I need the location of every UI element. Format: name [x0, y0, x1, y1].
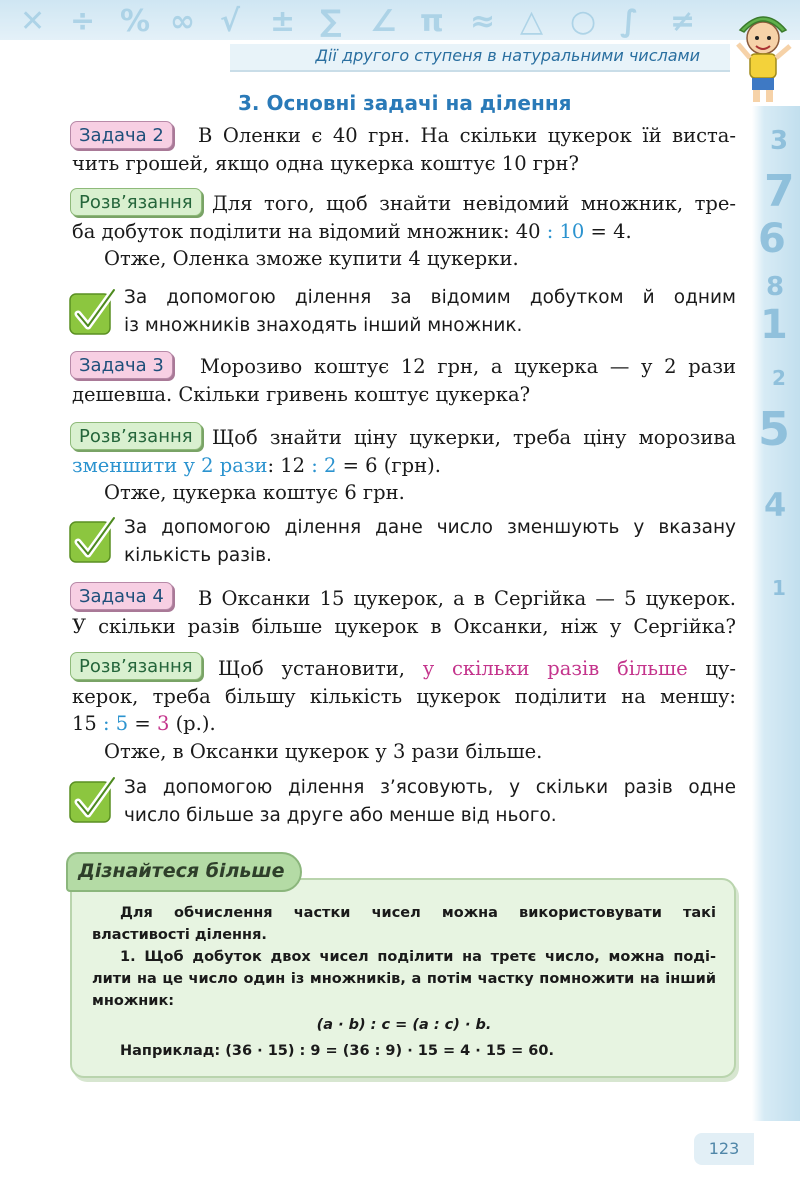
running-header-title: Дії другого ступеня в натуральними числами — [315, 46, 700, 65]
decorative-header-band — [0, 0, 800, 40]
text-line: властивості ділення. — [92, 927, 267, 943]
math-symbol-decoration: ≈ — [470, 4, 496, 39]
text-line: Наприклад: (36 · 15) : 9 = (36 : 9) · 15 = 4 · 15 = 60. — [120, 1043, 554, 1059]
text-line — [72, 218, 736, 246]
text-fragment: = — [128, 712, 157, 735]
digit-decoration: 1 — [760, 302, 788, 348]
text-line: кількість разів. — [124, 544, 272, 566]
checkmark-icon — [68, 514, 118, 566]
digit-decoration: 5 — [758, 402, 791, 456]
text-line: За допомогою ділення дане число зменшують у вказану — [124, 517, 736, 538]
text-fragment: 15 — [72, 712, 104, 735]
digit-decoration: 8 — [766, 272, 785, 302]
math-symbol-decoration: ∫ — [620, 4, 639, 39]
math-symbol-decoration: ≠ — [670, 4, 696, 39]
text-line: Отже, Оленка зможе купити 4 цукерки. — [104, 247, 519, 270]
text-fragment: = 6 (грн). — [336, 453, 441, 477]
text-line: дешевша. Скільки гривень коштує цукерка? — [72, 382, 531, 406]
text-fragment: ба добуток поділити на відомий множник: 40 — [72, 219, 547, 243]
highlighted-term: у скільки разів більше — [422, 657, 688, 680]
checkmark-icon — [68, 774, 118, 826]
text-fragment: Щоб установити, — [218, 657, 423, 680]
text-line: число більше за друге або менше від нього. — [124, 804, 557, 826]
math-symbol-decoration: % — [120, 4, 151, 39]
math-symbol-decoration: ± — [270, 4, 296, 39]
text-line: Для обчислення частки чисел можна використовувати такі — [120, 905, 716, 921]
solution-2-label: Розв’язання — [70, 188, 202, 216]
text-line: За допомогою ділення за відомим добутком й одним — [124, 287, 736, 308]
math-symbol-decoration: ∠ — [370, 4, 397, 39]
learn-more-text — [92, 902, 716, 1012]
rule-2-text — [124, 514, 736, 569]
text-line — [72, 452, 736, 480]
digit-decoration: 4 — [764, 486, 787, 524]
text-fragment: цу- — [687, 657, 736, 680]
task-2-text — [72, 122, 736, 177]
rule-1-text — [124, 284, 736, 339]
text-line: керок, треба більшу кількість цукерок поділити на меншу: — [72, 684, 736, 708]
checkmark-icon — [68, 286, 118, 338]
text-line: За допомогою ділення з’ясовують, у скільки разів одне — [124, 777, 736, 798]
text-line: У скільки разів більше цукерок в Оксанки, ніж у Сергійка? — [72, 614, 736, 638]
decorative-side-strip — [752, 106, 800, 1121]
digit-decoration: 3 — [770, 126, 789, 156]
digit-decoration: 6 — [758, 216, 786, 262]
text-line: Щоб знайти ціну цукерки, треба ціну морозива — [212, 426, 736, 449]
solution-3-text — [72, 424, 736, 507]
text-fragment: = 4. — [584, 219, 632, 243]
text-fragment: : 12 — [267, 453, 312, 477]
rule-3-text — [124, 774, 736, 829]
text-line: В Оленки є 40 грн. На скільки цукерок їй виста- — [198, 124, 736, 147]
digit-decoration: 1 — [772, 576, 786, 600]
math-symbol-decoration: √ — [220, 4, 241, 39]
task-4-label: Задача 4 — [70, 582, 173, 610]
formula: (a · b) : c = (a : c) · b. — [316, 1017, 492, 1033]
division-operation: : 2 — [311, 453, 337, 477]
math-symbol-decoration: ÷ — [70, 4, 96, 39]
text-line — [72, 655, 736, 683]
text-line: із множників знаходять інший множник. — [124, 314, 523, 336]
solution-4-label: Розв’язання — [70, 652, 202, 680]
task-2-label: Задача 2 — [70, 121, 173, 149]
math-symbol-decoration: △ — [520, 4, 544, 39]
solution-4-text — [72, 655, 736, 765]
digit-decoration: 7 — [764, 166, 795, 217]
division-operation: : 10 — [546, 219, 585, 243]
task-3-text — [72, 353, 736, 408]
digit-decoration: 2 — [772, 366, 786, 390]
task-3-label: Задача 3 — [70, 351, 173, 379]
math-symbol-decoration: ∞ — [170, 4, 195, 39]
text-line — [72, 710, 736, 738]
text-line: 1. Щоб добуток двох чисел поділити на третє число, можна поді- — [120, 949, 716, 965]
solution-2-text — [72, 190, 736, 273]
math-symbol-decoration: ∑ — [320, 4, 342, 39]
math-symbol-decoration: π — [420, 4, 444, 39]
math-symbol-decoration: ○ — [570, 4, 597, 39]
text-line: Для того, щоб знайти невідомий множник, тре- — [212, 192, 736, 215]
text-line: лити на це число один із множників, а потім частку помножити на інший — [92, 971, 716, 987]
text-line: множник: — [92, 993, 175, 1009]
math-symbol-decoration: ✕ — [20, 4, 46, 39]
division-operation: : 5 — [103, 712, 129, 735]
section-title: 3. Основні задачі на ділення — [238, 91, 572, 115]
text-line: Отже, в Оксанки цукерок у 3 рази більше. — [104, 739, 543, 763]
text-line: чить грошей, якщо одна цукерка коштує 10 грн? — [72, 151, 579, 175]
result-value: 3 — [156, 712, 170, 735]
learn-more-example — [92, 1040, 716, 1062]
page-number: 123 — [694, 1133, 754, 1165]
task-4-text — [72, 585, 736, 640]
text-line: Морозиво коштує 12 грн, а цукерка — у 2 рази — [200, 355, 736, 378]
text-fragment: (р.). — [169, 712, 216, 735]
learn-more-title: Дізнайтеся більше — [78, 860, 285, 882]
highlighted-term: зменшити у 2 рази — [72, 453, 268, 477]
boy-mascot-illustration — [730, 6, 796, 106]
solution-3-label: Розв’язання — [70, 422, 202, 450]
text-line: В Оксанки 15 цукерок, а в Сергійка — 5 цукерок. — [198, 587, 736, 610]
text-line: Отже, цукерка коштує 6 грн. — [104, 481, 405, 504]
